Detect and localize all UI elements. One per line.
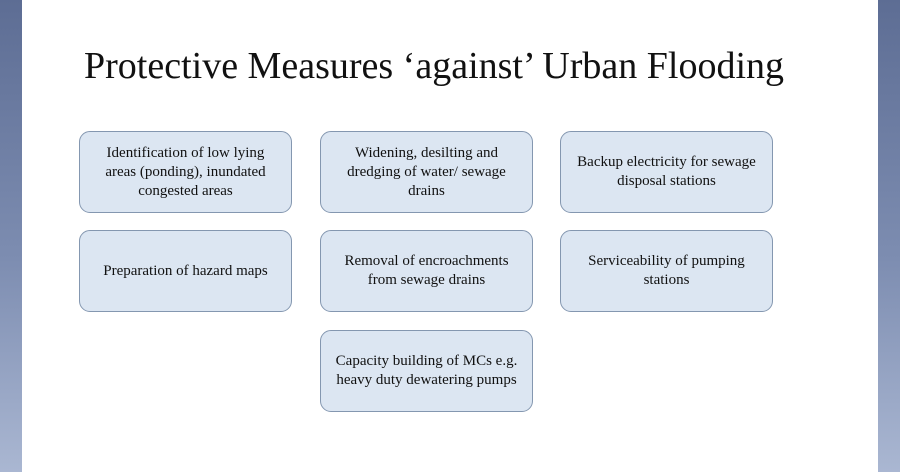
measure-box-pumping-stations: Serviceability of pumping stations: [560, 230, 773, 312]
measure-box-capacity-building: Capacity building of MCs e.g. heavy duty dewatering pumps: [320, 330, 533, 412]
measure-box-backup-electricity: Backup electricity for sewage disposal stations: [560, 131, 773, 213]
measure-box-widening-drains: Widening, desilting and dredging of water/ sewage drains: [320, 131, 533, 213]
measure-box-low-lying-areas: Identification of low lying areas (ponding), inundated congested areas: [79, 131, 292, 213]
measure-box-hazard-maps: Preparation of hazard maps: [79, 230, 292, 312]
slide-title: Protective Measures ‘against’ Urban Flooding: [84, 45, 785, 87]
measure-box-encroachments: Removal of encroachments from sewage drains: [320, 230, 533, 312]
slide: [22, 0, 878, 472]
